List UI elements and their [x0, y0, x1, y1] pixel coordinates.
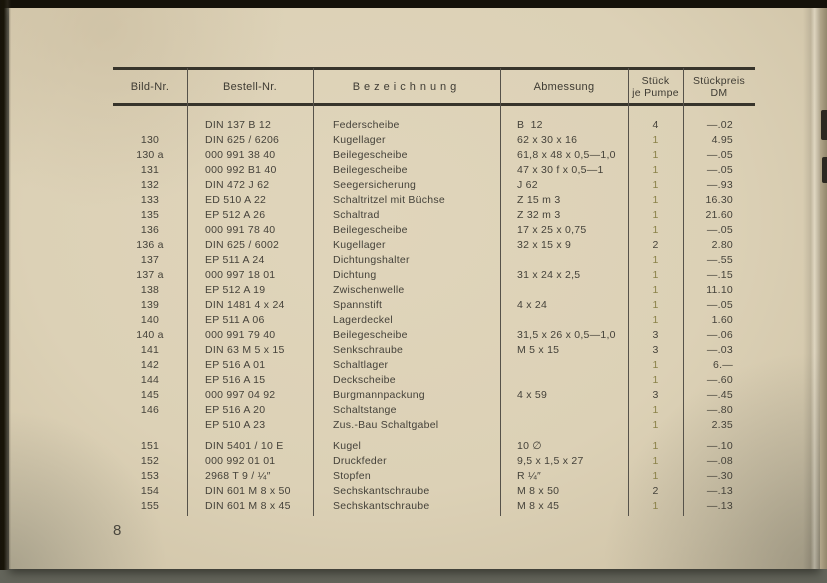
bild-nr-cell: 146 [140, 404, 160, 416]
table-row [113, 253, 755, 268]
abmessung-cell: 31,5 x 26 x 0,5—1,0 [517, 329, 616, 341]
table-row [113, 133, 755, 148]
bild-nr-cell: 140 [140, 314, 160, 326]
stueck-cell: 1 [652, 440, 659, 452]
bestell-nr-cell: ED 510 A 22 [205, 194, 267, 206]
table-row [113, 499, 755, 514]
preis-cell: 6.— [712, 359, 733, 371]
header-bestell-nr: Bestell-Nr. [222, 80, 278, 93]
bezeichnung-cell: Beilegescheibe [333, 149, 408, 161]
abmessung-cell: R ¼″ [517, 470, 541, 482]
header-abmessung: Abmessung [533, 80, 595, 93]
table-row [113, 328, 755, 343]
table-row [113, 283, 755, 298]
stueck-cell: 1 [652, 179, 659, 191]
stueck-cell: 1 [652, 224, 659, 236]
parts-table [113, 67, 755, 523]
bild-nr-cell: 152 [140, 455, 160, 467]
preis-cell: —.02 [706, 119, 733, 131]
preis-cell: —.15 [706, 269, 733, 281]
table-row [113, 268, 755, 283]
binding-mark [821, 110, 827, 140]
bezeichnung-cell: Zus.-Bau Schaltgabel [333, 419, 439, 431]
bestell-nr-cell: EP 510 A 23 [205, 419, 266, 431]
bild-nr-cell: 141 [140, 344, 160, 356]
stueck-cell: 1 [652, 254, 659, 266]
bestell-nr-cell: 000 997 04 92 [205, 389, 276, 401]
stueck-cell: 2 [652, 485, 659, 497]
preis-cell: —.05 [706, 164, 733, 176]
bezeichnung-cell: Spannstift [333, 299, 383, 311]
stueck-cell: 3 [652, 389, 659, 401]
bestell-nr-cell: 000 991 38 40 [205, 149, 276, 161]
bestell-nr-cell: EP 516 A 15 [205, 374, 266, 386]
photo-top-edge [0, 0, 827, 8]
stueck-cell: 3 [652, 329, 659, 341]
preis-cell: —.13 [706, 500, 733, 512]
preis-cell: 21.60 [705, 209, 733, 221]
bezeichnung-cell: Burgmannpackung [333, 389, 425, 401]
abmessung-cell: 9,5 x 1,5 x 27 [517, 455, 584, 467]
bild-nr-cell: 137 a [136, 269, 164, 281]
preis-cell: —.80 [706, 404, 733, 416]
bestell-nr-cell: 000 992 01 01 [205, 455, 276, 467]
preis-cell: —.03 [706, 344, 733, 356]
preis-cell: —.60 [706, 374, 733, 386]
abmessung-cell: 61,8 x 48 x 0,5—1,0 [517, 149, 616, 161]
bezeichnung-cell: Dichtungshalter [333, 254, 410, 266]
abmessung-cell [500, 358, 628, 373]
abmessung-cell [500, 313, 628, 328]
stueck-cell: 1 [652, 269, 659, 281]
bestell-nr-cell: DIN 137 B 12 [205, 119, 272, 131]
page-edge [820, 7, 827, 569]
bild-nr-cell: 155 [140, 500, 160, 512]
bestell-nr-cell: EP 516 A 01 [205, 359, 266, 371]
abmessung-cell: M 5 x 15 [517, 344, 560, 356]
table-row [113, 193, 755, 208]
bestell-nr-cell: DIN 1481 4 x 24 [205, 299, 285, 311]
table-row [113, 469, 755, 484]
stueck-cell: 1 [652, 149, 659, 161]
bild-nr-cell: 135 [140, 209, 160, 221]
abmessung-cell: M 8 x 50 [517, 485, 560, 497]
stueck-cell: 1 [652, 164, 659, 176]
bestell-nr-cell: DIN 625 / 6002 [205, 239, 280, 251]
abmessung-cell: 32 x 15 x 9 [517, 239, 572, 251]
preis-cell: 16.30 [705, 194, 733, 206]
bild-nr-cell [113, 418, 187, 433]
bezeichnung-cell: Federscheibe [333, 119, 400, 131]
bezeichnung-cell: Kugellager [333, 134, 386, 146]
table-row [113, 163, 755, 178]
bild-nr-cell: 144 [140, 374, 160, 386]
bestell-nr-cell: 000 997 18 01 [205, 269, 276, 281]
bild-nr-cell: 130 a [136, 149, 164, 161]
bezeichnung-cell: Senkschraube [333, 344, 404, 356]
table-header [113, 70, 755, 103]
abmessung-cell: 4 x 24 [517, 299, 548, 311]
header-stueckpreis-dm [683, 75, 755, 99]
table-row [113, 373, 755, 388]
abmessung-cell: 62 x 30 x 16 [517, 134, 578, 146]
bezeichnung-cell: Druckfeder [333, 455, 387, 467]
abmessung-cell: M 8 x 45 [517, 500, 560, 512]
bezeichnung-cell: Beilegescheibe [333, 329, 408, 341]
header-stueck-je-pumpe [628, 75, 683, 99]
abmessung-cell [500, 418, 628, 433]
stueck-cell: 1 [652, 209, 659, 221]
abmessung-cell: Z 15 m 3 [517, 194, 561, 206]
bild-nr-cell: 132 [140, 179, 160, 191]
abmessung-cell [500, 283, 628, 298]
page-fold [803, 7, 820, 569]
bestell-nr-cell: 000 991 78 40 [205, 224, 276, 236]
header-preis-line1: Stückpreis [692, 74, 746, 87]
stueck-cell: 3 [652, 344, 659, 356]
preis-cell: —.93 [706, 179, 733, 191]
bezeichnung-cell: Zwischenwelle [333, 284, 405, 296]
bezeichnung-cell: Sechskantschraube [333, 500, 430, 512]
bestell-nr-cell: DIN 63 M 5 x 15 [205, 344, 285, 356]
table-row [113, 148, 755, 163]
bezeichnung-cell: Dichtung [333, 269, 377, 281]
header-stueck-line1: Stück [641, 74, 670, 87]
bestell-nr-cell: 2968 T 9 / ¼″ [205, 470, 271, 482]
preis-cell: —.05 [706, 299, 733, 311]
abmessung-cell: J 62 [517, 179, 538, 191]
table-row [113, 433, 755, 454]
stueck-cell: 1 [652, 194, 659, 206]
header-stueck-line2: je Pumpe [632, 86, 679, 99]
bestell-nr-cell: EP 512 A 19 [205, 284, 266, 296]
table-row [113, 343, 755, 358]
stueck-cell: 1 [652, 455, 659, 467]
preis-cell: —.05 [706, 149, 733, 161]
abmessung-cell: 4 x 59 [517, 389, 548, 401]
header-bezeichnung: Bezeichnung [352, 80, 461, 93]
bezeichnung-cell: Sechskantschraube [333, 485, 430, 497]
bestell-nr-cell: 000 991 79 40 [205, 329, 276, 341]
bild-nr-cell: 145 [140, 389, 160, 401]
bild-nr-cell: 153 [140, 470, 160, 482]
bestell-nr-cell: DIN 472 J 62 [205, 179, 270, 191]
bestell-nr-cell: EP 511 A 06 [205, 314, 265, 326]
bezeichnung-cell: Stopfen [333, 470, 371, 482]
preis-cell: —.13 [706, 485, 733, 497]
abmessung-cell: Z 32 m 3 [517, 209, 561, 221]
abmessung-cell [500, 373, 628, 388]
table-row [113, 358, 755, 373]
table-row [113, 238, 755, 253]
table-body [113, 106, 755, 514]
preis-cell: 11.10 [706, 284, 733, 296]
bild-nr-cell: 136 [140, 224, 160, 236]
bild-nr-cell [113, 118, 187, 133]
table-row [113, 313, 755, 328]
table-row [113, 418, 755, 433]
bestell-nr-cell: DIN 625 / 6206 [205, 134, 280, 146]
bezeichnung-cell: Schaltlager [333, 359, 389, 371]
bezeichnung-cell: Schaltstange [333, 404, 397, 416]
preis-cell: —.06 [706, 329, 733, 341]
bezeichnung-cell: Beilegescheibe [333, 224, 408, 236]
bezeichnung-cell: Schaltrad [333, 209, 380, 221]
stueck-cell: 1 [652, 134, 659, 146]
preis-cell: —.05 [706, 224, 733, 236]
bild-nr-cell: 136 a [136, 239, 164, 251]
bild-nr-cell: 130 [140, 134, 160, 146]
photo-left-edge [0, 0, 11, 570]
bild-nr-cell: 131 [140, 164, 160, 176]
table-row [113, 388, 755, 403]
bezeichnung-cell: Beilegescheibe [333, 164, 408, 176]
bezeichnung-cell: Seegersicherung [333, 179, 417, 191]
stueck-cell: 4 [652, 119, 659, 131]
bestell-nr-cell: DIN 5401 / 10 E [205, 440, 284, 452]
stueck-cell: 1 [652, 404, 659, 416]
header-bild-nr: Bild-Nr. [130, 80, 170, 93]
bestell-nr-cell: DIN 601 M 8 x 45 [205, 500, 291, 512]
bestell-nr-cell: EP 516 A 20 [205, 404, 266, 416]
header-preis-line2: DM [710, 86, 728, 99]
preis-cell: —.55 [706, 254, 733, 266]
page-number: 8 [113, 522, 122, 539]
bild-nr-cell: 154 [140, 485, 160, 497]
binding-mark [822, 157, 827, 183]
bestell-nr-cell: EP 512 A 26 [205, 209, 266, 221]
table-row [113, 403, 755, 418]
bezeichnung-cell: Deckscheibe [333, 374, 396, 386]
preis-cell: —.08 [706, 455, 733, 467]
preis-cell: 2.35 [711, 419, 733, 431]
stueck-cell: 1 [652, 314, 659, 326]
preis-cell: —.30 [706, 470, 733, 482]
abmessung-cell [500, 253, 628, 268]
bild-nr-cell: 151 [140, 440, 160, 452]
abmessung-cell: 47 x 30 f x 0,5—1 [517, 164, 604, 176]
preis-cell: —.45 [706, 389, 733, 401]
bild-nr-cell: 133 [140, 194, 160, 206]
bezeichnung-cell: Schaltritzel mit Büchse [333, 194, 445, 206]
abmessung-cell: 31 x 24 x 2,5 [517, 269, 581, 281]
bezeichnung-cell: Kugellager [333, 239, 386, 251]
preis-cell: 1.60 [711, 314, 733, 326]
catalog-page [9, 7, 820, 569]
bestell-nr-cell: DIN 601 M 8 x 50 [205, 485, 291, 497]
table-row [113, 118, 755, 133]
stueck-cell: 1 [652, 500, 659, 512]
bild-nr-cell: 142 [140, 359, 160, 371]
bild-nr-cell: 138 [140, 284, 160, 296]
stueck-cell: 2 [652, 239, 659, 251]
stueck-cell: 1 [652, 359, 659, 371]
stueck-cell: 1 [652, 374, 659, 386]
bestell-nr-cell: EP 511 A 24 [205, 254, 265, 266]
table-row [113, 484, 755, 499]
bezeichnung-cell: Lagerdeckel [333, 314, 393, 326]
bild-nr-cell: 137 [140, 254, 160, 266]
stueck-cell: 1 [652, 299, 659, 311]
bezeichnung-cell: Kugel [333, 440, 362, 452]
preis-cell: 2.80 [711, 239, 733, 251]
table-row [113, 454, 755, 469]
abmessung-cell [500, 403, 628, 418]
table-row [113, 223, 755, 238]
bild-nr-cell: 140 a [136, 329, 164, 341]
abmessung-cell: B 12 [517, 119, 543, 131]
table-row [113, 178, 755, 193]
stueck-cell: 1 [652, 284, 659, 296]
preis-cell: 4.95 [711, 134, 733, 146]
stueck-cell: 1 [652, 470, 659, 482]
abmessung-cell: 10 ∅ [517, 440, 542, 452]
bestell-nr-cell: 000 992 B1 40 [205, 164, 277, 176]
abmessung-cell: 17 x 25 x 0,75 [517, 224, 587, 236]
preis-cell: —.10 [706, 440, 733, 452]
bild-nr-cell: 139 [140, 299, 160, 311]
table-row [113, 298, 755, 313]
table-row [113, 208, 755, 223]
stueck-cell: 1 [652, 419, 659, 431]
